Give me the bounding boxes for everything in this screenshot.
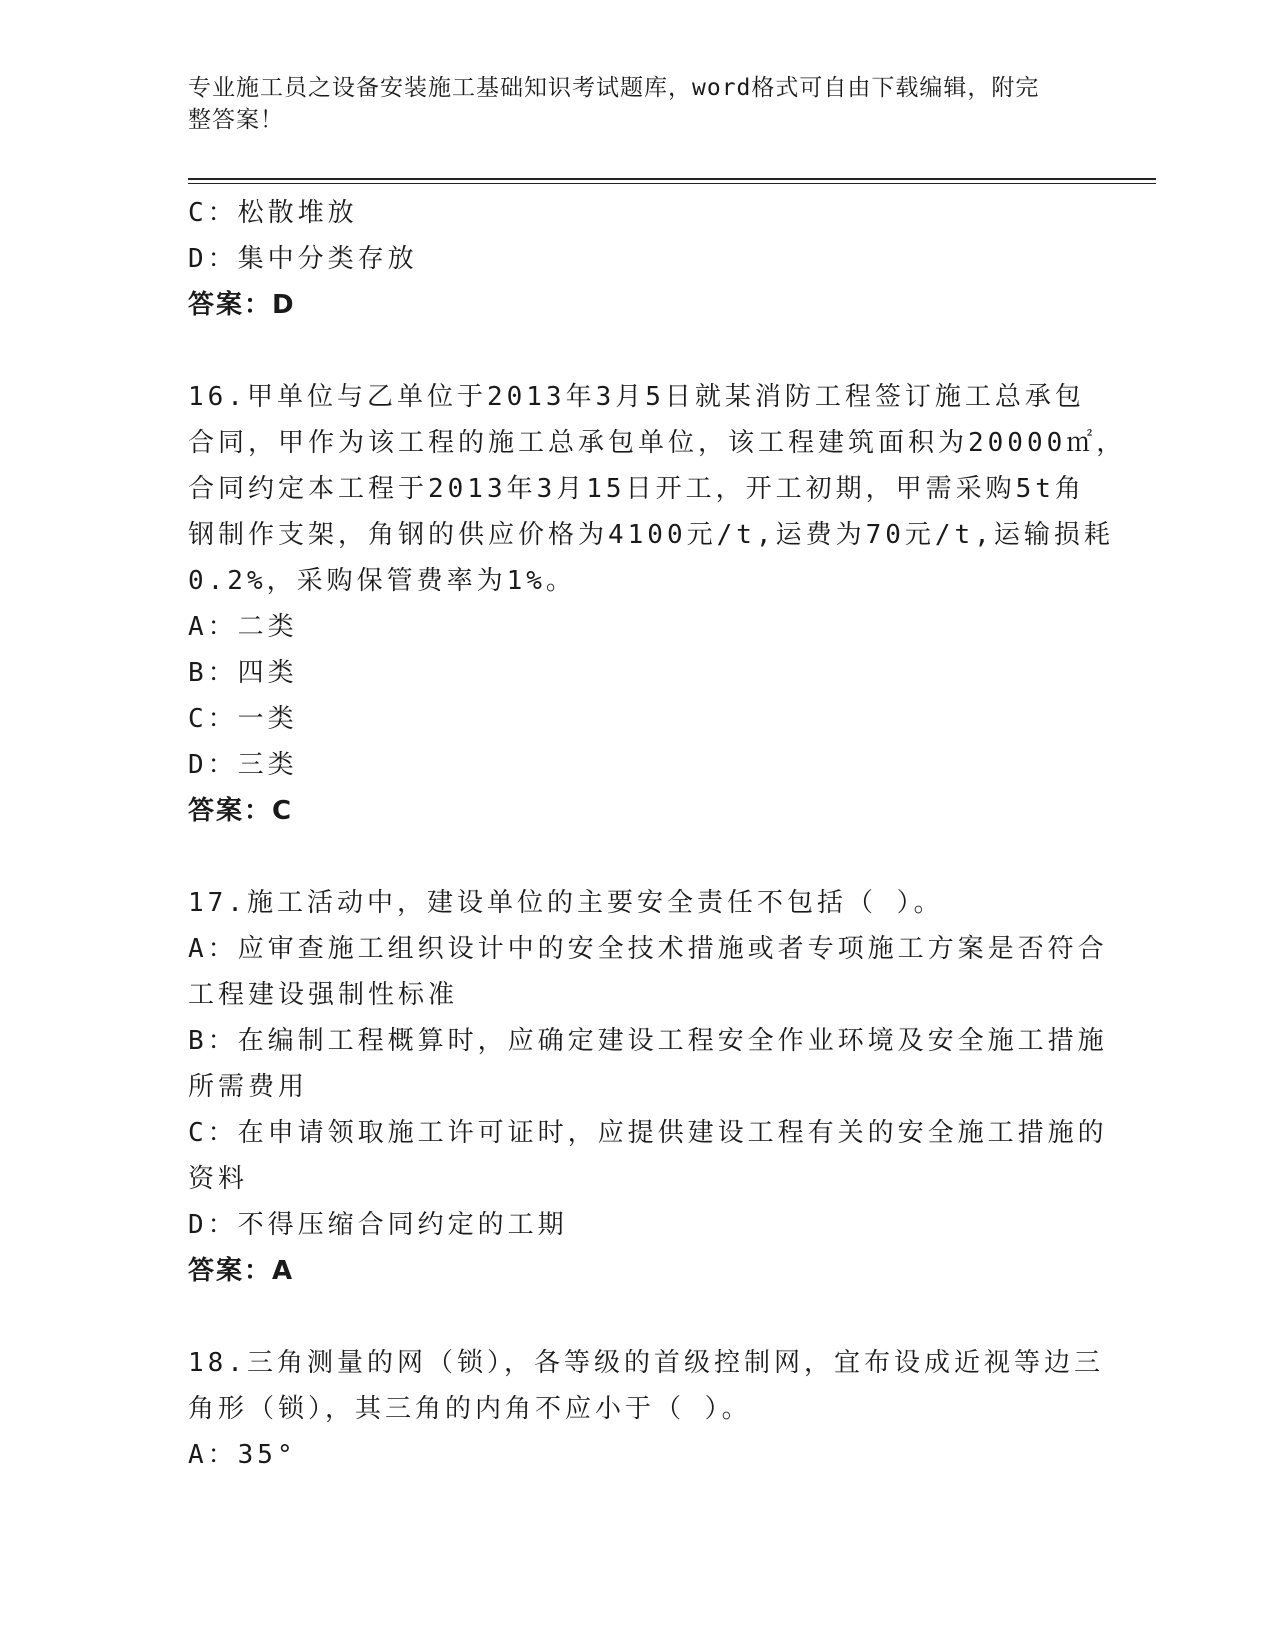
- header-divider-thin: [188, 183, 1156, 184]
- question-stem-line: 角形（锁），其三角的内角不应小于（ ）。: [188, 1394, 752, 1424]
- option-c: C：松散堆放: [188, 198, 358, 228]
- question-stem-line: 合同，甲作为该工程的施工总承包单位，该工程建筑面积为20000㎡，: [188, 428, 1127, 458]
- option-b: B：四类: [188, 658, 298, 688]
- document-header: [188, 72, 1088, 136]
- option-d: D：不得压缩合同约定的工期: [188, 1210, 568, 1240]
- question-stem-line: 17.施工活动中，建设单位的主要安全责任不包括（ ）。: [188, 888, 944, 918]
- answer-label: 答案：D: [188, 290, 296, 320]
- question-16: [188, 374, 1127, 834]
- option-d: D：三类: [188, 750, 298, 780]
- option-a: A：应审查施工组织设计中的安全技术措施或者专项施工方案是否符合: [188, 934, 1108, 964]
- option-d: D：集中分类存放: [188, 244, 418, 274]
- option-a-continued: 工程建设强制性标准: [188, 980, 459, 1010]
- header-divider-thick: [188, 178, 1156, 180]
- option-a: A：35°: [188, 1440, 297, 1470]
- answer-label: 答案：C: [188, 796, 294, 826]
- spacer: [188, 834, 1088, 880]
- question-15: [188, 190, 1088, 328]
- answer-label: 答案：A: [188, 1256, 295, 1286]
- option-c-continued: 资料: [188, 1164, 249, 1194]
- question-stem-line: 钢制作支架，角钢的供应价格为4100元/t,运费为70元/t,运输损耗: [188, 520, 1114, 550]
- question-stem-line: 18.三角测量的网（锁），各等级的首级控制网，宜布设成近视等边三: [188, 1348, 1104, 1378]
- question-17: [188, 880, 1108, 1294]
- option-b: B：在编制工程概算时，应确定建设工程安全作业环境及安全施工措施: [188, 1026, 1108, 1056]
- option-c: C：一类: [188, 704, 298, 734]
- option-c: C：在申请领取施工许可证时，应提供建设工程有关的安全施工措施的: [188, 1118, 1108, 1148]
- question-18: [188, 1340, 1104, 1478]
- option-a: A：二类: [188, 612, 298, 642]
- question-stem-line: 合同约定本工程于2013年3月15日开工，开工初期，甲需采购5t角: [188, 474, 1085, 504]
- option-b-continued: 所需费用: [188, 1072, 309, 1102]
- question-content: [188, 190, 1127, 1478]
- question-stem-line: 0.2%，采购保管费率为1%。: [188, 566, 576, 596]
- question-stem-line: 16.甲单位与乙单位于2013年3月5日就某消防工程签订施工总承包: [188, 382, 1085, 412]
- header-line-2: 整答案！: [188, 107, 284, 133]
- header-line-1: 专业施工员之设备安装施工基础知识考试题库，word格式可自由下载编辑，附完: [188, 75, 1040, 101]
- spacer: [188, 328, 1088, 374]
- spacer: [188, 1294, 1088, 1340]
